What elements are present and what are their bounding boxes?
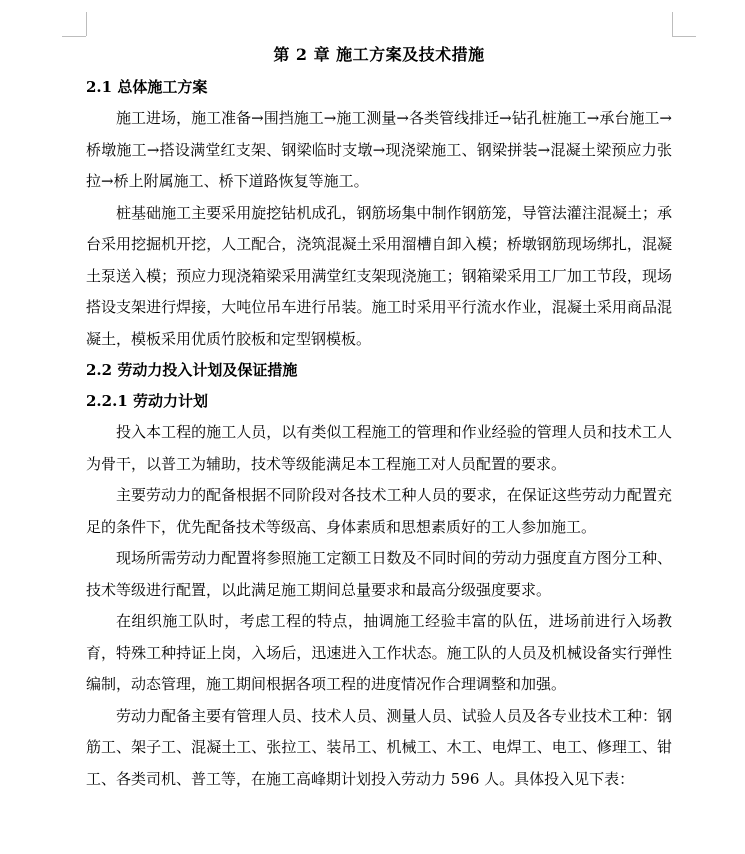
crop-mark-top-right xyxy=(672,36,696,37)
crop-mark-top-right-vertical xyxy=(672,12,673,36)
paragraph: 主要劳动力的配备根据不同阶段对各技术工种人员的要求，在保证这些劳动力配置充足的条件下，优先配备技术等级高、身体素质和思想素质好的工人参加施工。 xyxy=(86,486,672,536)
subsection-heading-2-2-1: 2.2.1 劳动力计划 xyxy=(86,392,208,410)
paragraph: 施工进场，施工准备→围挡施工→施工测量→各类管线排迁→钻孔桩施工→承台施工→桥墩施工→搭设满堂红支架、钢梁临时支墩→现浇梁施工、钢梁拼装→混凝土梁预应力张拉→桥上附属施工、桥下道路恢复等施工。 xyxy=(86,109,672,190)
document-body xyxy=(86,42,672,795)
chapter-title: 第 2 章 施工方案及技术措施 xyxy=(273,45,485,64)
paragraph: 现场所需劳动力配置将参照施工定额工日数及不同时间的劳动力强度直方图分工种、技术等级进行配置，以此满足施工期间总量要求和最高分级强度要求。 xyxy=(86,549,672,599)
paragraph: 在组织施工队时，考虑工程的特点，抽调施工经验丰富的队伍，进场前进行入场教育，特殊工种持证上岗，入场后，迅速进入工作状态。施工队的人员及机械设备实行弹性编制，动态管理，施工期间根据各项工程的进度情况作合理调整和加强。 xyxy=(86,612,672,693)
paragraph: 劳动力配备主要有管理人员、技术人员、测量人员、试验人员及各专业技术工种：钢筋工、架子工、混凝土工、张拉工、装吊工、机械工、木工、电焊工、电工、修理工、钳工、各类司机、普工等，在施工高峰期计划投入劳动力 596 人。具体投入见下表： xyxy=(86,706,672,788)
paragraph: 投入本工程的施工人员，以有类似工程施工的管理和作业经验的管理人员和技术工人为骨干，以普工为辅助，技术等级能满足本工程施工对人员配置的要求。 xyxy=(86,423,672,473)
crop-mark-top-left-vertical xyxy=(86,12,87,36)
crop-mark-top-left xyxy=(62,36,86,37)
paragraph: 桩基础施工主要采用旋挖钻机成孔，钢筋场集中制作钢筋笼，导管法灌注混凝土；承台采用挖掘机开挖，人工配合，浇筑混凝土采用溜槽自卸入模；桥墩钢筋现场绑扎，混凝土泵送入模；预应力现浇箱梁采用满堂红支架现浇施工；钢箱梁采用工厂加工节段，现场搭设支架进行焊接，大吨位吊车进行吊装。施工时采用平行流水作业，混凝土采用商品混凝土，模板采用优质竹胶板和定型钢模板。 xyxy=(86,203,672,348)
section-heading-2-2: 2.2 劳动力投入计划及保证措施 xyxy=(86,361,298,379)
section-heading-2-1: 2.1 总体施工方案 xyxy=(86,78,208,96)
